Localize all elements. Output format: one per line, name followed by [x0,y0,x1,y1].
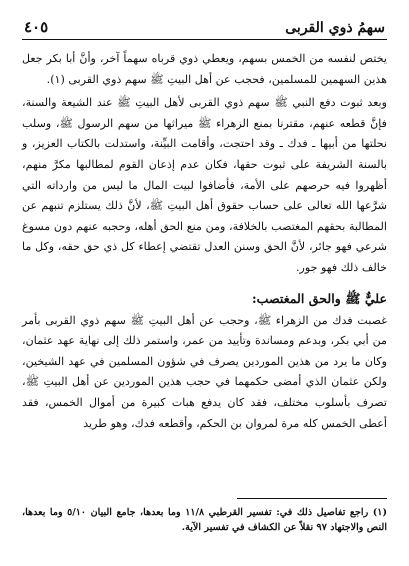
section-paragraph: غصبت فدك من الزهراء ﷺ، وحجب عن أهل البيتِ ﷺ سهم ذوي القربى بأمر من أبي بكر، وبدعم ومساندة وتأييد من عمر، واستمر ذلك إلى نهاية عهد عثمان، وكان ما يرد من هذين الموردين يصرف في شؤون المسلمين في عهد الشيخين، ولكن عثمان الذي أمضى حكمهما في حجب هذين الموردين عن أهل البيتِ ﷺ، تصرف بأسلوب مختلف، فقد كان يدفع هبات كبيرة من أموال الخمس، فقد أعطى الخمس كله مرة لمروان بن الحكم، وأقطعه فدك، وهو طريد [22,313,387,430]
footnote: (١) راجع تفاصيل ذلك في: تفسير القرطبي ١١/٨ وما بعدها، جامع البيان ٥/١٠ وما بعدها، النص والاجتهاد ٩٧ نقلاً عن الكشاف في تفسير الآية. [22,507,387,533]
footnote-divider [237,498,387,499]
section-heading: عليٌّ ﷺ والحق المغتصب: [251,290,387,306]
paragraph-2: وبعد ثبوت دفع النبي ﷺ سهم ذوي القربى لأهل البيتِ ﷺ عند الشيعة والسنة، فإنَّ قطعه عنهم، مقترنا بمنع الزهراء ﷺ ميراثها من سهم الرسول ﷺ، وسلب نحلتها من أبيها ـ فدك ـ وقد احتجت، وأقامت البيِّنة، واستدلت بالكتاب العزيز، و بالسنة الشريفة على ثبوت حقها، فكان عدم إذعان القوم لمطالبها مكرَّ منهم، أظهروا فيه حرصهم على الأمة، فأضافوا لبيت المال ما ليس من وارداته التي شرَّعها الله تعالى على حساب حقوق أهل البيتِ ﷺ، لأنَّ ذلك يستلزم تنبهم عن المطالبة بحقهم المغتصب بالخلافة، ومن منع الحق أهله، وحجبه عنهم دون مسوغ شرعي فهو جائر، لأنَّ الحق وسنن العدل تقتضي إعطاء كل ذي حق حقه، وكل ما خالف ذلك فهو جور. [22,96,387,274]
running-title: سهمُ ذوي القربى [285,20,385,36]
page-body [22,49,387,434]
page-number: ٤٠٥ [24,18,49,36]
running-header [22,12,387,40]
paragraph-1: يختص لنفسه من الخمس بسهم، ويعطي ذوي قرباه سهماً آخر، وأنَّ أبا بكر جعل هذين السهمين للمسلمين، فحجب عن أهل البيتِ ﷺ سهم ذوي القربى (١). [22,52,387,86]
